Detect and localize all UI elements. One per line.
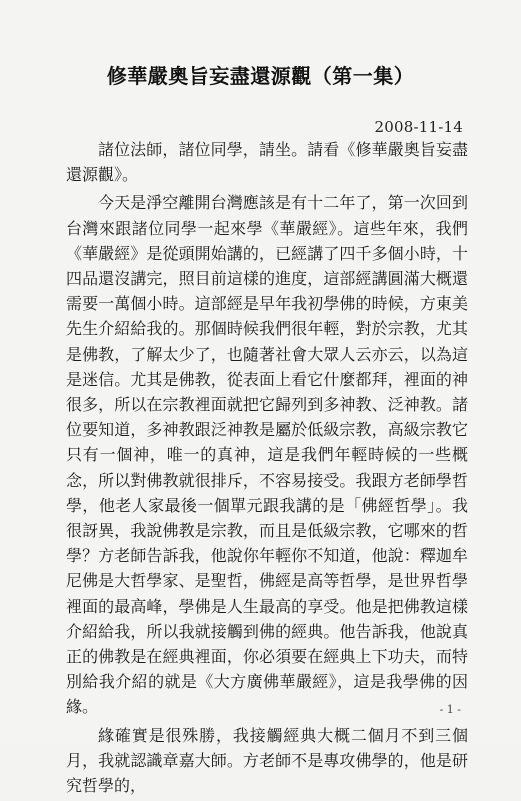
paragraph-main: 今天是淨空離開台灣應該是有十二年了，第一次回到台灣來跟諸位同學一起來學《華嚴經》。這些年來，我們《華嚴經》是從頭開始講的，已經講了四千多個小時，十四品還沒講完，照目前這樣的進度，這部經講圓滿大概還需要一萬個小時。這部經是早年我初學佛的時候，方東美先生介紹給我的。那個時候我們很年輕，對於宗教，尤其是佛教，了解太少了，也隨著社會大眾人云亦云，以為這是迷信。尤其是佛教，從表面上看它什麼都拜，裡面的神很多，所以在宗教裡面就把它歸列到多神教、泛神教。諸位要知道，多神教跟泛神教是屬於低級宗教，高級宗教它只有一個神，唯一的真神，這是我們年輕時候的一些概念，所以對佛教就很排斥，不容易接受。我跟方老師學哲學，他老人家最後一個單元跟我講的是「佛經哲學」。我很訝異，我說佛教是宗教，而且是低級宗教，它哪來的哲學？方老師告訴我，他說你年輕你不知道，他說：釋迦牟尼佛是大哲學家、是聖哲，佛經是高等哲學，是世界哲學裡面的最高峰，學佛是人生最高的享受。他是把佛教這樣介紹給我，所以我就接觸到佛的經典。他告訴我，他說真正的佛教是在經典裡面，你必須要在經典上下功夫，而特別給我介紹的就是《大方廣佛華嚴經》，這是我學佛的因緣。 — [66, 193, 468, 717]
body-text — [66, 137, 468, 801]
paragraph-greeting: 諸位法師，諸位同學，請坐。請看《修華嚴奧旨妄盡還源觀》。 — [66, 140, 468, 185]
lecture-date: 2008-11-14 — [374, 118, 463, 136]
page-number: - 1 - — [439, 703, 461, 716]
paragraph-continuation: 緣確實是很殊勝，我接觸經典大概二個月不到三個月，我就認識章嘉大師。方老師不是專攻佛學的，他是研究哲學的， — [66, 725, 468, 796]
page-title: 修華嚴奧旨妄盡還源觀（第一集） — [106, 64, 415, 88]
